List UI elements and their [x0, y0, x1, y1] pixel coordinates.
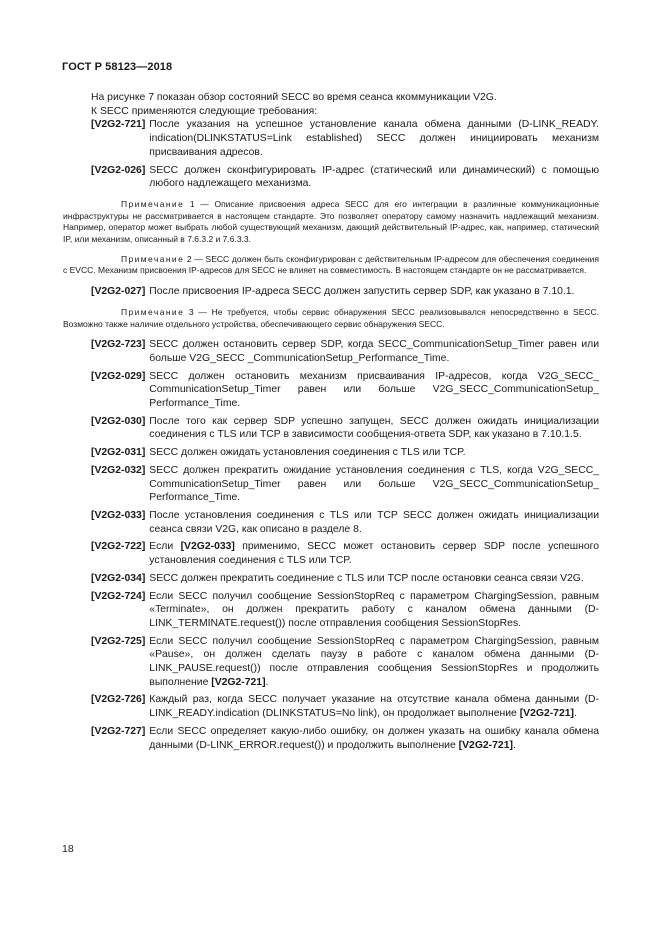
requirement-code: [V2G2-722]: [91, 541, 146, 553]
note-2: [63, 254, 599, 277]
note-text: 2 — SECC должен быть сконфигурирован с действительным IP-адресом для обеспечения соединения с EVCC. Механизм присвоения IP-адресов для SECC не влияет на совместимость. В настоящем стандарте он не рассматривается.: [63, 253, 599, 276]
note-label: Примечание: [121, 306, 185, 317]
requirement-text: [149, 725, 599, 752]
requirement-reference: [V2G2-033]: [180, 541, 235, 553]
requirement-text: После того как сервер SDP успешно запущен, SECC должен ожидать инициализации соединения с TLS или TCP в зависимости сообщения-ответа SDP, как указано в 7.10.1.5.: [149, 415, 599, 441]
requirement-reference: [V2G2-721]: [519, 708, 574, 720]
document-header: ГОСТ Р 58123—2018: [62, 61, 173, 73]
requirement-code: [V2G2-026]: [91, 164, 146, 176]
requirement-text: После указания на успешное установление канала обмена данными (D-LINK_READY. indication(DLINKSTATUS=Link established) SECC должен инициировать механизм присваивания адресов.: [149, 119, 599, 158]
requirement: [91, 540, 599, 567]
page-number: 18: [62, 843, 74, 855]
requirement: [91, 693, 599, 720]
requirement: [91, 370, 599, 411]
requirement: [91, 509, 599, 536]
note-label: Примечание: [121, 198, 185, 209]
requirement: [91, 118, 599, 159]
requirement: [91, 338, 599, 365]
requirement-text: SECC должен остановить механизм присваивания IP-адресов, когда V2G_SECC_ CommunicationSetup_Timer равен или больше V2G_SECC_CommunicationSetup_ Performance_Time.: [149, 370, 599, 410]
requirement: [91, 635, 599, 690]
requirement-text: Если SECC получил сообщение SessionStopReq с параметром ChargingSession, равным «Terminate», он должен прекратить работу с каналом обмена данными (D-LINK_TERMINATE.request()) после отправления сообщения SessionStopRes.: [149, 590, 599, 629]
text-segment: применимо, SECC может остановить сервер SDP после успешного установления соединения с TLS или TCP.: [149, 541, 599, 567]
requirement: [91, 464, 599, 505]
text-segment: Если: [149, 541, 181, 553]
requirement-code: [V2G2-030]: [91, 415, 146, 427]
requirement-text: SECC должен прекратить ожидание установления соединения с TLS, когда V2G_SECC_ CommunicationSetup_Timer равен или больше V2G_SECC_CommunicationSetup_ Performance_Time.: [149, 464, 599, 504]
requirement-code: [V2G2-031]: [91, 447, 146, 459]
requirement-code: [V2G2-725]: [91, 635, 146, 647]
text-segment: Если SECC определяет какую-либо ошибку, он должен указать на ошибку канала обмена данными (D-LINK_ERROR.request()) и продолжить выполнение: [149, 725, 599, 751]
requirement-text: SECC должен остановить сервер SDP, когда SECC_CommunicationSetup_Timer равен или больше V2G_SECC _CommunicationSetup_Performance_Time.: [149, 339, 599, 364]
requirement: [91, 285, 599, 299]
requirement-code: [V2G2-034]: [91, 572, 146, 584]
requirement-text: SECC должен сконфигурировать IP-адрес (статический или динамический) с помощью любого надлежащего механизма.: [149, 164, 599, 190]
note-text: 3 — Не требуется, чтобы сервис обнаружения SECC реализовывался непосредственно в SECC. Возможно также наличие отдельного устройства, обеспечивающего сервис обнаружения SECC.: [63, 306, 599, 329]
requirement: [91, 572, 599, 586]
requirement-text: После установления соединения с TLS или TCP SECC должен ожидать инициализации сеанса связи V2G, как описано в разделе 8.: [149, 509, 599, 535]
requirement-code: [V2G2-721]: [91, 119, 146, 131]
text-segment: Если SECC получил сообщение SessionStopReq с параметром ChargingSession, равным «Pause», он должен сделать паузу в работе с каналом обмена данными (D-LINK_PAUSE.request()) после отправления сообщения SessionStopRes и продолжить выполнение: [149, 635, 599, 688]
text-segment: .: [512, 739, 516, 751]
requirement-reference: [V2G2-721]: [211, 676, 266, 688]
note-1: [63, 199, 599, 246]
requirement-code: [V2G2-032]: [91, 464, 146, 476]
requirement-text: [149, 693, 599, 720]
requirement-text: [149, 540, 599, 567]
text-segment: .: [573, 708, 577, 720]
requirement-text: SECC должен прекратить соединение с TLS или TCP после остановки сеанса связи V2G.: [149, 572, 584, 584]
page-content: [63, 91, 599, 756]
text-segment: Каждый раз, когда SECC получает указание на отсутствие канала обмена данными (D-LINK_READY.indication (DLINKSTATUS=No link), он продолжает выполнение: [149, 694, 599, 720]
intro-line-2: К SECC применяются следующие требования:: [91, 105, 318, 117]
note-text: 1 — Описание присвоения адреса SECC для его интеграции в различные коммуникационные инфраструктуры не рассматривается в настоящем стандарте. Это позволяет оператору самому назначить надлежащий механизм. Например, оператор может выбрать любой существующий механизм, дающий действительный IP-адрес, как, например, статический IP, или механизм, описанный в 7.6.3.2 и 7.6.3.3.: [63, 198, 599, 245]
requirement-reference: [V2G2-721]: [458, 739, 513, 751]
note-label: Примечание: [121, 253, 185, 264]
requirement-code: [V2G2-727]: [91, 725, 146, 737]
intro-line-1: На рисунке 7 показан обзор состояний SECC во время сеанса ккоммуникации V2G.: [91, 92, 497, 103]
requirement-code: [V2G2-029]: [91, 370, 146, 382]
requirement-text: SECC должен ожидать установления соединения с TLS или TCP.: [149, 447, 466, 459]
requirement: [91, 725, 599, 752]
requirement-text: [149, 635, 599, 690]
requirement-code: [V2G2-027]: [91, 286, 146, 298]
requirement: [91, 415, 599, 442]
requirement: [91, 164, 599, 191]
requirement-code: [V2G2-033]: [91, 509, 146, 521]
requirement-code: [V2G2-724]: [91, 590, 146, 602]
text-segment: .: [265, 676, 269, 688]
requirement-code: [V2G2-726]: [91, 694, 146, 706]
requirement: [91, 590, 599, 631]
requirement: [91, 446, 599, 460]
note-3: [63, 307, 599, 330]
requirement-code: [V2G2-723]: [91, 339, 146, 351]
requirement-text: После присвоения IP-адреса SECC должен запустить сервер SDP, как указано в 7.10.1.: [149, 286, 575, 298]
